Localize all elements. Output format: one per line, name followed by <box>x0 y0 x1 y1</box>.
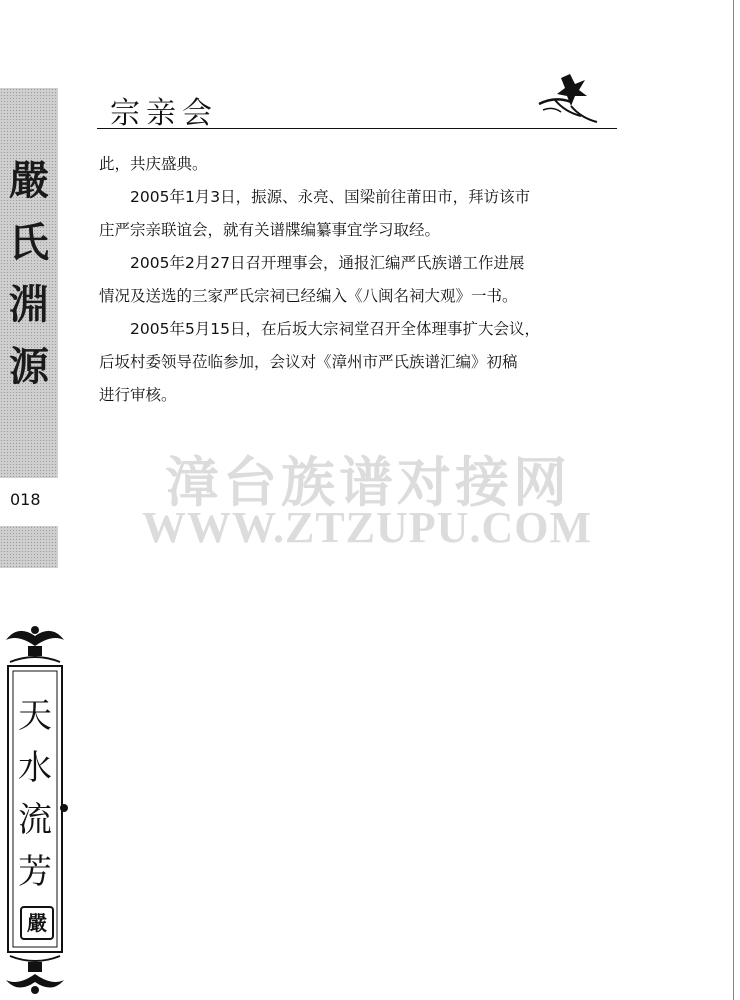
text-line: 此，共庆盛典。 <box>99 155 208 173</box>
body-text <box>99 148 699 412</box>
page-number: 018 <box>10 490 41 509</box>
text-line: 2005年1月3日，振源、永亮、国梁前往莆田市，拜访该市 <box>130 188 531 206</box>
text-line: 2005年2月27日召开理事会，通报汇编严氏族谱工作进展 <box>130 254 525 272</box>
watermark-title: 漳台族谱对接网 <box>165 450 571 514</box>
text-line: 进行审核。 <box>99 386 177 404</box>
watermark-url: WWW.ZTZUPU.COM <box>142 503 592 552</box>
text-line: 庄严宗亲联谊会，就有关谱牒编纂事宜学习取经。 <box>99 221 441 239</box>
seal-stamp: 嚴 <box>20 906 54 940</box>
orchid-decoration-icon <box>535 66 605 128</box>
scroll-text <box>12 690 58 898</box>
side-title-char: 淵 <box>9 281 49 328</box>
scroll-char: 天 <box>18 696 52 736</box>
scroll-char: 芳 <box>18 852 52 892</box>
text-line: 2005年5月15日，在后坂大宗祠堂召开全体理事扩大会议， <box>130 320 541 338</box>
side-band-lower <box>0 535 58 567</box>
side-title-char: 氏 <box>9 219 49 266</box>
scroll-char: 流 <box>18 800 52 840</box>
side-title-char: 源 <box>9 343 49 390</box>
header-divider <box>97 128 617 129</box>
page-edge <box>733 0 740 1000</box>
text-line: 后坂村委领导莅临参加，会议对《漳州市严氏族谱汇编》初稿 <box>99 353 518 371</box>
side-title <box>0 150 58 398</box>
text-line: 情况及送选的三家严氏宗祠已经编入《八闽名祠大观》一书。 <box>99 287 518 305</box>
side-title-char: 嚴 <box>9 157 49 204</box>
scroll-char: 水 <box>18 748 52 788</box>
section-title: 宗亲会 <box>110 96 218 131</box>
